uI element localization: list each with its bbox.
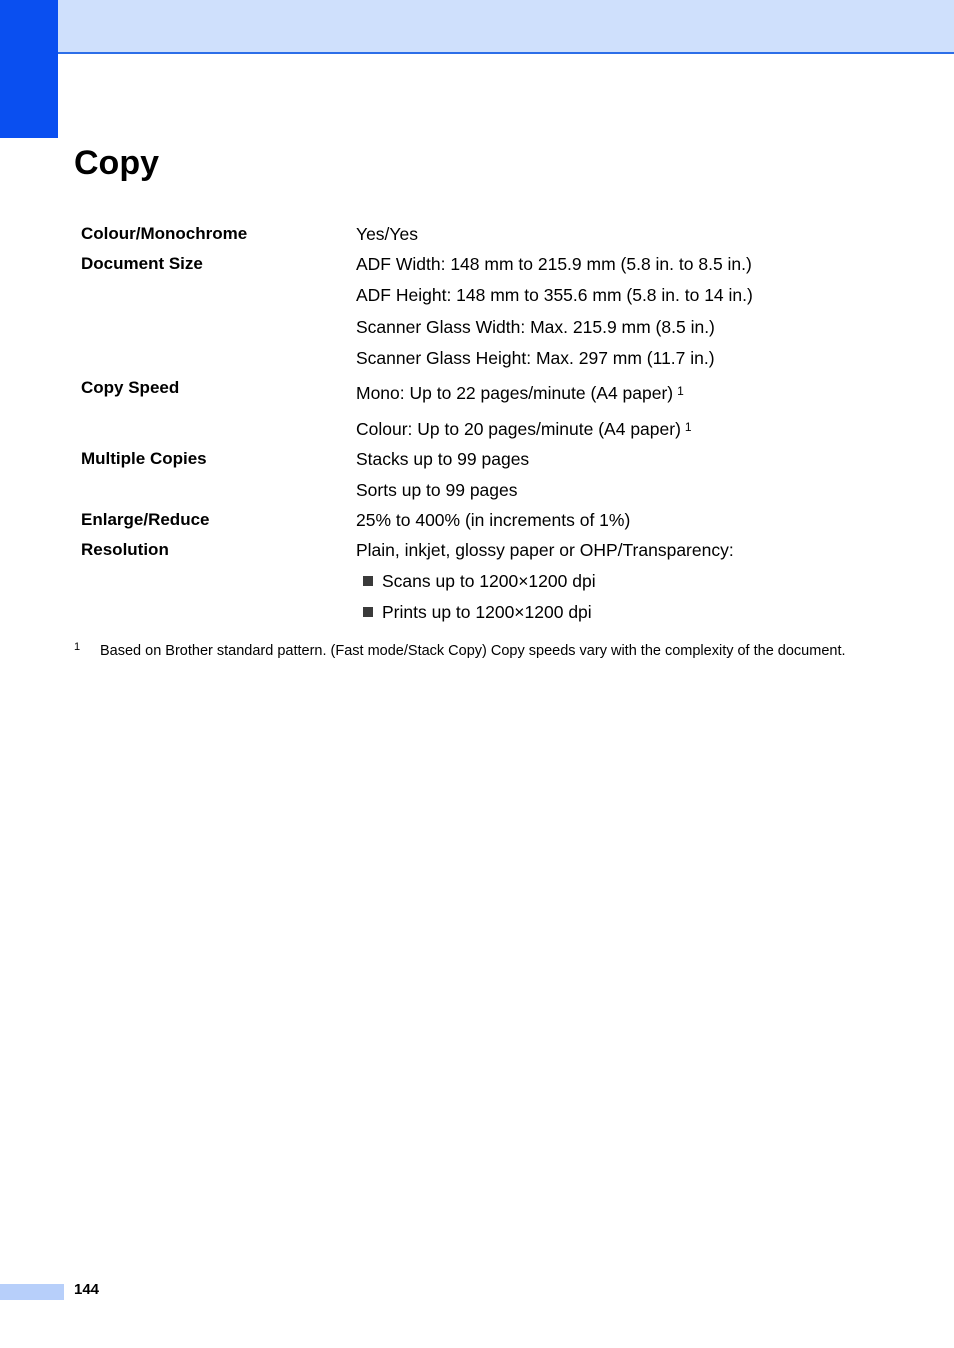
label-multiple-copies: Multiple Copies xyxy=(81,449,207,468)
page-title: Copy xyxy=(74,144,159,182)
list-item xyxy=(363,601,592,623)
mono-speed-text: Mono: Up to 22 pages/minute (A4 paper) xyxy=(356,383,674,403)
value-sorts: Sorts up to 99 pages xyxy=(356,480,518,500)
footnote-ref: 1 xyxy=(677,384,684,398)
label-copy-speed: Copy Speed xyxy=(81,378,180,397)
value-glass-width: Scanner Glass Width: Max. 215.9 mm (8.5 in.) xyxy=(356,317,715,337)
label-colour-monochrome: Colour/Monochrome xyxy=(81,224,248,243)
value-resolution-intro: Plain, inkjet, glossy paper or OHP/Transparency: xyxy=(356,540,734,560)
square-bullet-icon xyxy=(363,607,373,617)
page-number-bar xyxy=(0,1284,64,1300)
list-item xyxy=(363,570,596,592)
value-colour-monochrome: Yes/Yes xyxy=(356,224,418,244)
chapter-tab xyxy=(0,0,58,138)
footnote-text: Based on Brother standard pattern. (Fast mode/Stack Copy) Copy speeds vary with the complexity of the document. xyxy=(100,643,846,659)
value-copy-speed-mono xyxy=(356,382,684,406)
value-adf-height: ADF Height: 148 mm to 355.6 mm (5.8 in. to 14 in.) xyxy=(356,285,753,305)
value-enlarge-reduce: 25% to 400% (in increments of 1%) xyxy=(356,510,631,530)
label-resolution: Resolution xyxy=(81,540,169,559)
footnote-ref: 1 xyxy=(684,420,692,434)
page-number: 144 xyxy=(74,1281,100,1298)
bullet-text-prints: Prints up to 1200×1200 dpi xyxy=(382,602,592,622)
colour-speed-text: Colour: Up to 20 pages/minute (A4 paper) xyxy=(356,419,681,439)
value-stacks: Stacks up to 99 pages xyxy=(356,449,530,469)
header-band xyxy=(58,0,954,54)
value-adf-width: ADF Width: 148 mm to 215.9 mm (5.8 in. to 8.5 in.) xyxy=(356,254,752,274)
label-document-size: Document Size xyxy=(81,254,203,273)
bullet-text-scans: Scans up to 1200×1200 dpi xyxy=(382,571,596,591)
footnote-mark: 1 xyxy=(74,641,81,653)
value-copy-speed-colour xyxy=(356,418,692,442)
label-enlarge-reduce: Enlarge/Reduce xyxy=(81,510,210,529)
square-bullet-icon xyxy=(363,576,373,586)
value-glass-height: Scanner Glass Height: Max. 297 mm (11.7 in.) xyxy=(356,348,715,368)
